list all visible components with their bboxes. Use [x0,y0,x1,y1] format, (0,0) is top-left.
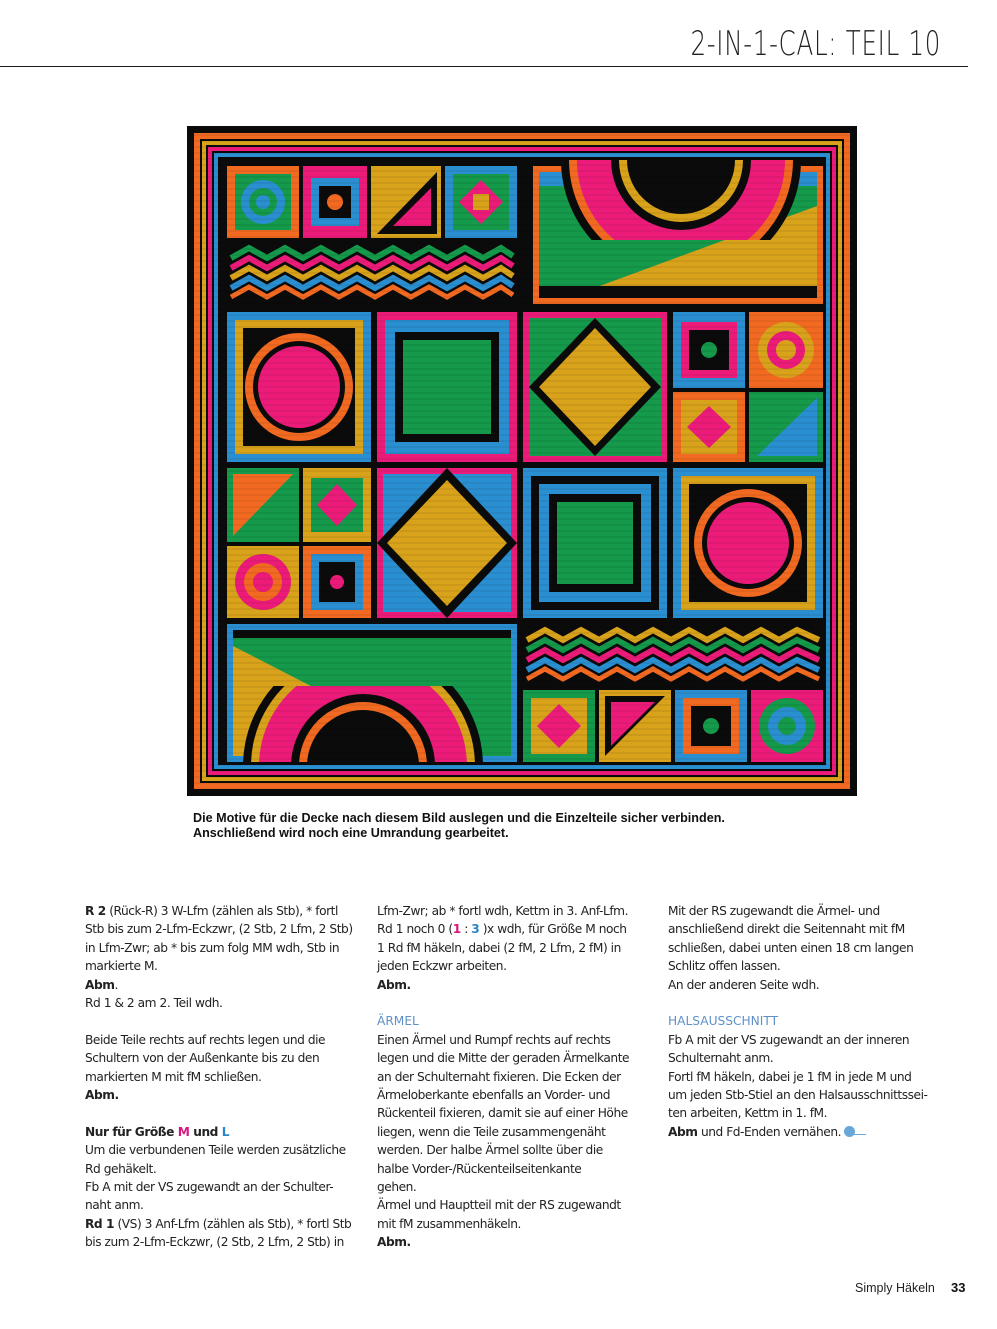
text-line: halbe Vorder-/Rückenteilseitenkante [377,1161,582,1176]
text-line: Beide Teile rechts auf rechts legen und die [85,1032,326,1047]
text-line: um jeden Stb-Stiel an den Halsausschnittssei- [668,1088,928,1103]
text-line: legen und die Mitte der geraden Ärmelkante [377,1051,630,1066]
text-line: Rd 1 noch 0 (1 : 3 )x wdh, für Größe M noch [377,922,627,937]
text-line: Fb A mit der VS zugewandt an der Schulter- [85,1180,334,1195]
section-heading-aermel: ÄRMEL [377,1014,419,1029]
page-number: 33 [951,1280,966,1295]
page-header-title: 2-IN-1-CAL: TEIL 10 [690,24,941,64]
text-line: An der anderen Seite wdh. [668,977,820,992]
crochet-blanket-photo [187,126,857,796]
size-heading: Nur für Größe M und L [85,1124,230,1139]
text-line: Rd 1 (VS) 3 Anf-Lfm (zählen als Stb), * fortl Stb [85,1216,352,1231]
text-line: anschließend direkt die Seitennaht mit fM [668,922,905,937]
text-line: Fortl fM häkeln, dabei je 1 fM in jede M und [668,1069,912,1084]
section-heading-halsausschnitt: HALSAUSSCHNITT [668,1014,779,1029]
photo-caption [193,811,833,841]
magazine-name: Simply Häkeln [855,1281,935,1295]
text-line: Ärmel und Hauptteil mit der RS zugewandt [377,1198,621,1213]
text-line: 1 Rd fM häkeln, dabei (2 fM, 2 Lfm, 2 fM) in [377,940,621,955]
text-line: Abm und Fd-Enden vernähen. [668,1123,950,1141]
text-line: Abm. [377,1235,411,1250]
text-line: gehen. [377,1180,417,1195]
text-line: schließen, dabei unten einen 18 cm langen [668,940,914,955]
text-line: Schulternaht anm. [668,1051,774,1066]
text-column-1 [85,902,367,1252]
text-line: markierte M. [85,959,158,974]
caption-line: Anschließend wird noch eine Umrandung gearbeitet. [193,826,509,840]
text-line: ten arbeiten, Kettm in 1. fM. [668,1106,828,1121]
text-column-2 [377,902,659,1252]
caption-line: Die Motive für die Decke nach diesem Bild auslegen und die Einzelteile sicher verbinden. [193,811,725,825]
text-line: Abm. [85,1088,119,1103]
text-line: Einen Ärmel und Rumpf rechts auf rechts [377,1032,611,1047]
text-line: an der Schulternaht fixieren. Die Ecken der [377,1069,621,1084]
text-line: Rd gehäkelt. [85,1161,157,1176]
blanket-illustration [187,126,857,796]
text-line: Abm. [85,977,118,992]
text-line: Ärmeloberkante ebenfalls an Vorder- und [377,1088,611,1103]
text-line: Rd 1 & 2 am 2. Teil wdh. [85,996,223,1011]
text-line: bis zum 2-Lfm-Eckzwr, (2 Stb, 2 Lfm, 2 Stb) in [85,1235,344,1250]
text-line: Fb A mit der VS zugewandt an der inneren [668,1032,910,1047]
text-line: Schultern von der Außenkante bis zu den [85,1051,320,1066]
text-line: jeden Eckzwr arbeiten. [377,959,507,974]
text-line: Rückenteil fixieren, damit sie auf einer Höhe [377,1106,628,1121]
text-line: Lfm-Zwr; ab * fortl wdh, Kettm in 3. Anf-Lfm. [377,904,629,918]
text-line: liegen, wenn die Teile zusammengenäht [377,1124,606,1139]
text-line: Schlitz offen lassen. [668,959,781,974]
header-rule [0,66,968,67]
text-column-3 [668,902,950,1141]
text-line: R 2 (Rück-R) 3 W-Lfm (zählen als Stb), * fortl [85,904,338,918]
text-line: naht anm. [85,1198,144,1213]
text-line: Stb bis zum 2-Lfm-Eckzwr, (2 Stb, 2 Lfm, 2 Stb) [85,922,353,937]
text-line: Um die verbundenen Teile werden zusätzliche [85,1143,346,1158]
text-line: markierten M mit fM schließen. [85,1069,262,1084]
text-line: in Lfm-Zwr; ab * bis zum folg MM wdh, Stb in [85,940,340,955]
text-line: Abm. [377,977,411,992]
text-line: Mit der RS zugewandt die Ärmel- und [668,904,880,918]
text-line: werden. Der halbe Ärmel sollte über die [377,1143,603,1158]
text-line: mit fM zusammenhäkeln. [377,1216,521,1231]
yarn-ball-icon [844,1126,855,1137]
